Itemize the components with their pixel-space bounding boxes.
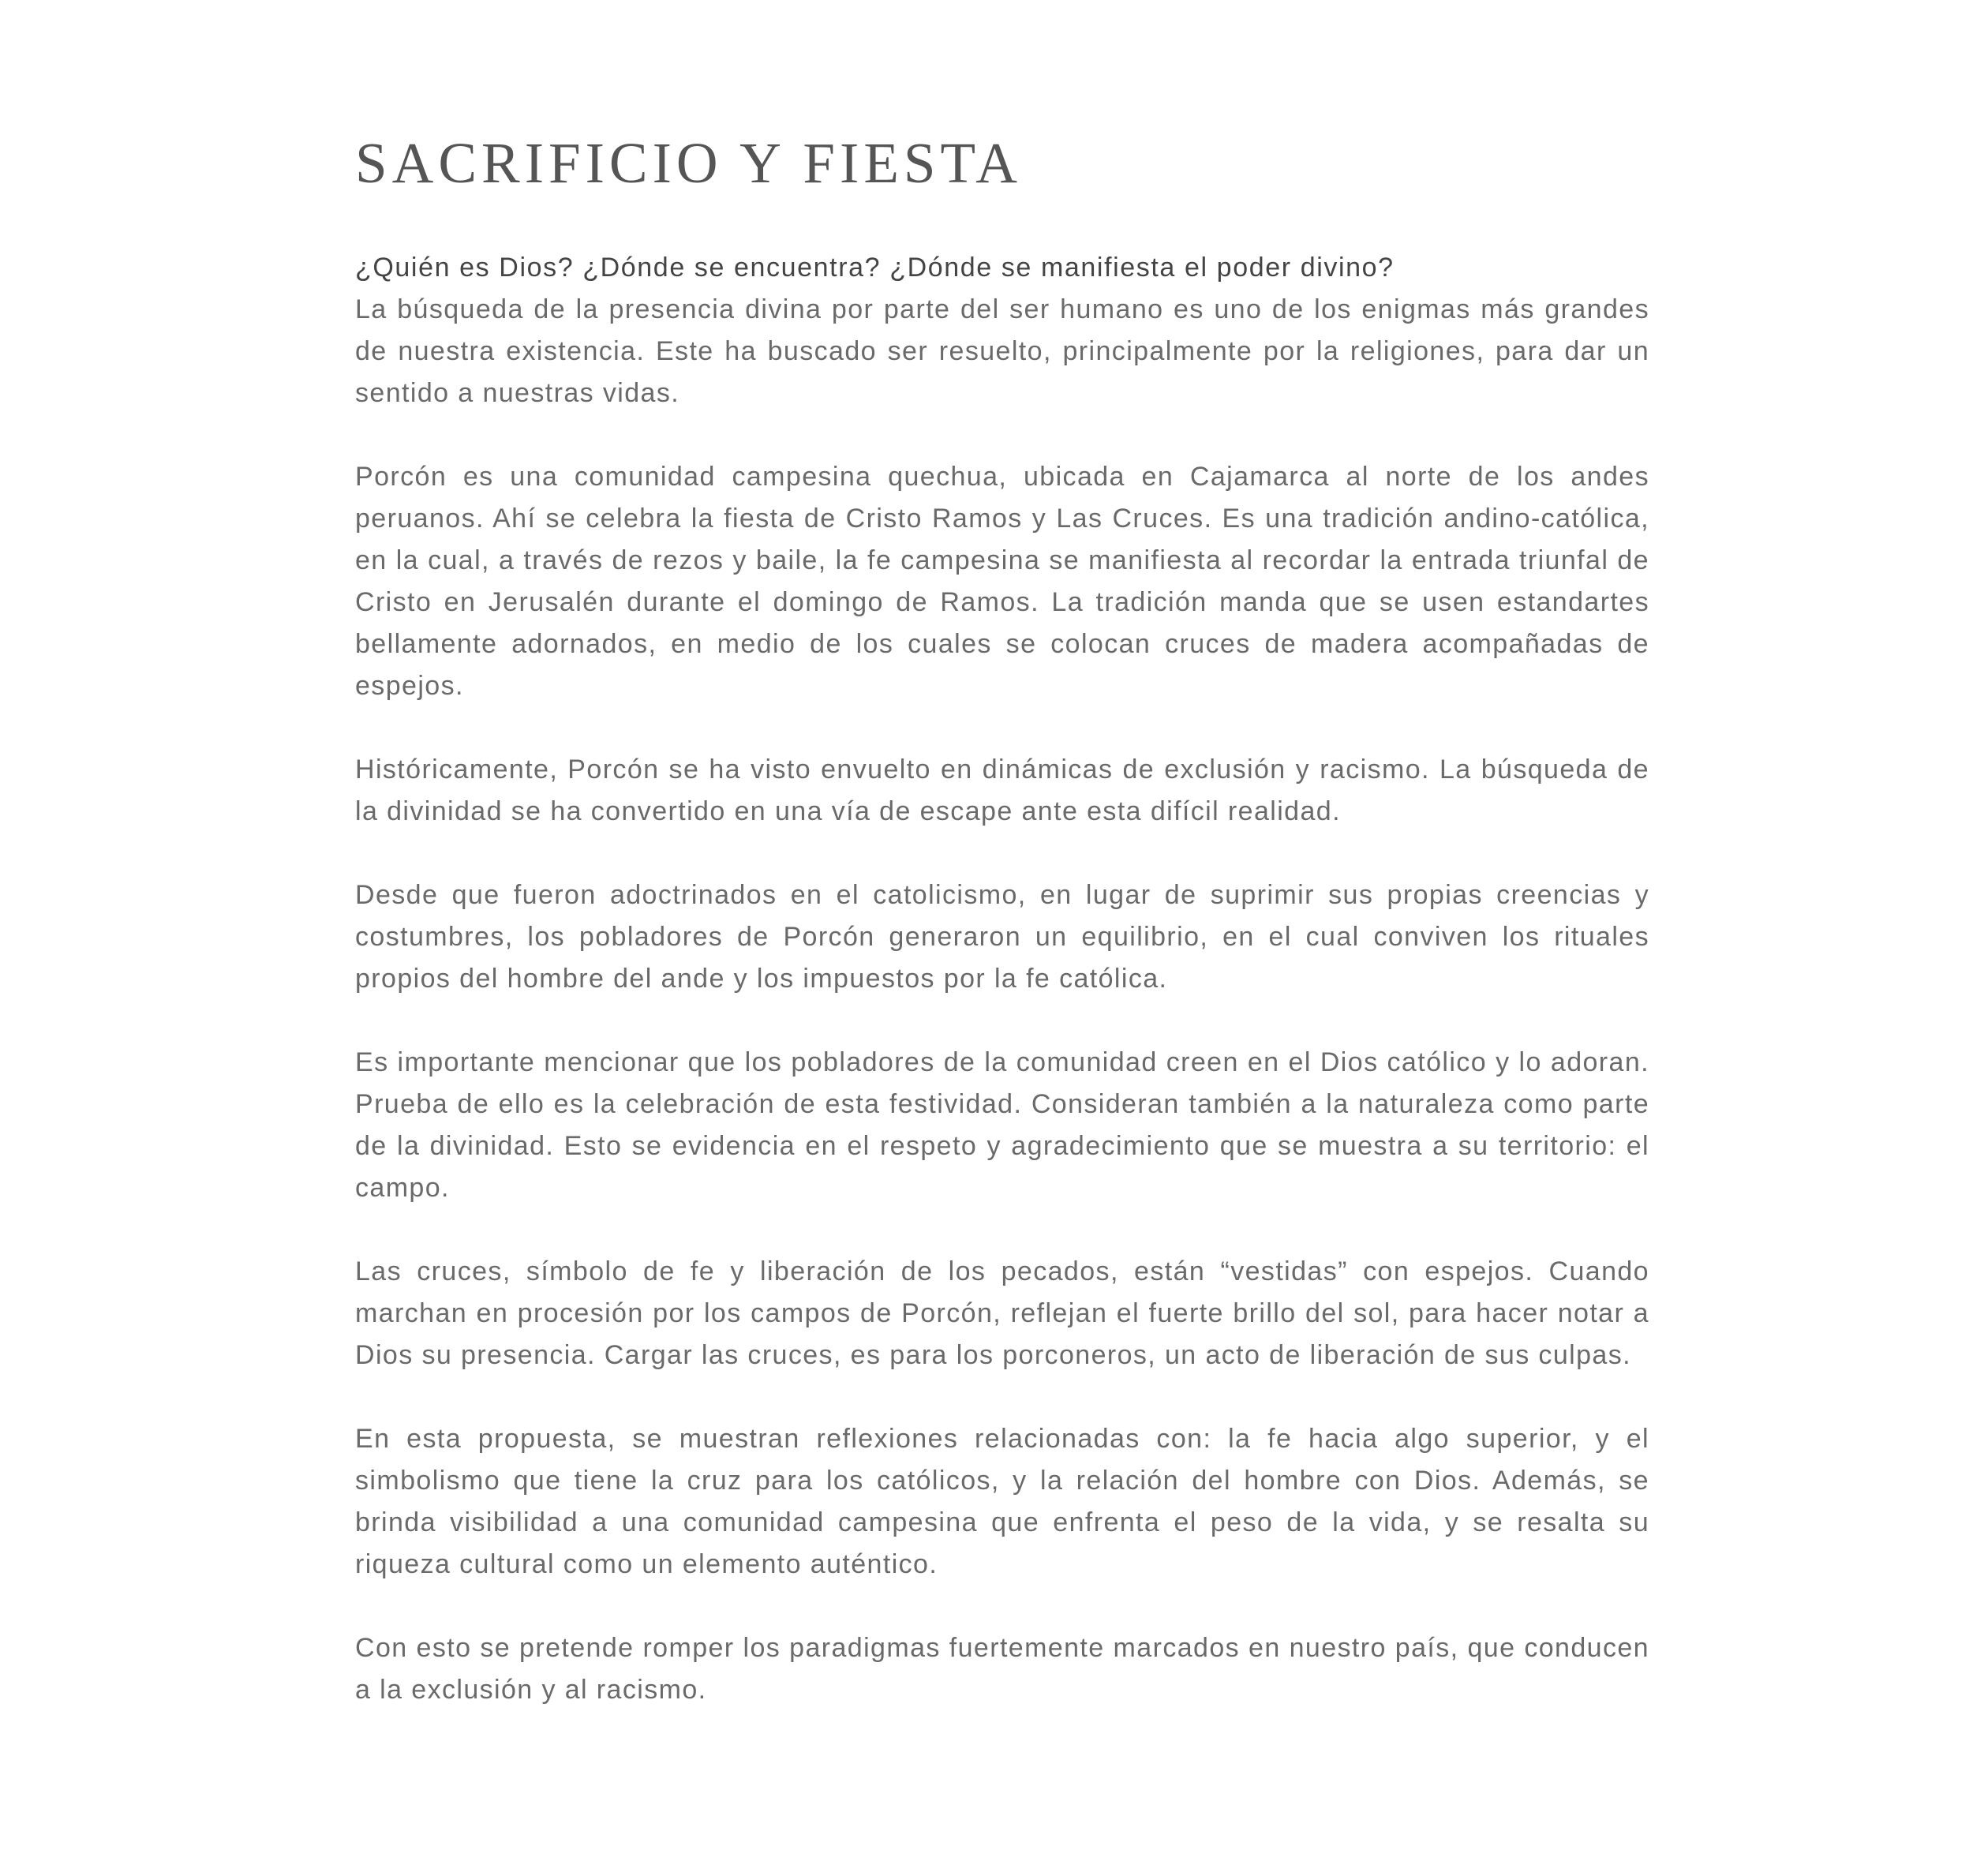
paragraph: Las cruces, símbolo de fe y liberación de los pecados, están “vestidas” con espejos. Cuando marchan en procesión por los campos de Porcón, reflejan el fuerte brillo del sol, para hacer notar a Dios su presencia. Cargar las cruces, es para los porconeros, un acto de liberación de sus culpas.	[355, 1256, 1649, 1370]
paragraph: En esta propuesta, se muestran reflexiones relacionadas con: la fe hacia algo superior, y el simbolismo que tiene la cruz para los católicos, y la relación del hombre con Dios. Además, se brinda visibilidad a una comunidad campesina que enfrenta el peso de la vida, y se resalta su riqueza cultural como un elemento auténtico.	[355, 1424, 1649, 1579]
paragraph: Porcón es una comunidad campesina quechua, ubicada en Cajamarca al norte de los andes peruanos. Ahí se celebra la fiesta de Cristo Ramos y Las Cruces. Es una tradición andino-católica, en la cual, a través de rezos y baile, la fe campesina se manifiesta al recordar la entrada triunfal de Cristo en Jerusalén durante el domingo de Ramos. La tradición manda que se usen estandartes bellamente adornados, en medio de los cuales se colocan cruces de madera acompañadas de espejos.	[355, 462, 1649, 701]
paragraph-intro	[355, 247, 1649, 414]
paragraph-text: La búsqueda de la presencia divina por parte del ser humano es uno de los enigmas más grandes de nuestra existencia. Este ha buscado ser resuelto, principalmente por la religiones, para dar un sentido a nuestras vidas.	[355, 294, 1649, 408]
paragraph: Es importante mencionar que los pobladores de la comunidad creen en el Dios católico y lo adoran. Prueba de ello es la celebración de esta festividad. Consideran también a la naturaleza como parte de la divinidad. Esto se evidencia en el respeto y agradecimiento que se muestra a su territorio: el campo.	[355, 1047, 1649, 1203]
paragraph: Históricamente, Porcón se ha visto envuelto en dinámicas de exclusión y racismo. La búsqueda de la divinidad se ha convertido en una vía de escape ante esta difícil realidad.	[355, 755, 1649, 826]
article-body	[355, 247, 1649, 1711]
page-title: SACRIFICIO Y FIESTA	[355, 131, 1022, 195]
opening-question: ¿Quién es Dios? ¿Dónde se encuentra? ¿Dónde se manifiesta el poder divino?	[355, 253, 1395, 283]
paragraph: Desde que fueron adoctrinados en el catolicismo, en lugar de suprimir sus propias creencias y costumbres, los pobladores de Porcón generaron un equilibrio, en el cual conviven los rituales propios del hombre del ande y los impuestos por la fe católica.	[355, 880, 1649, 994]
paragraph: Con esto se pretende romper los paradigmas fuertemente marcados en nuestro país, que conducen a la exclusión y al racismo.	[355, 1633, 1649, 1705]
document-page	[355, 131, 1649, 1711]
